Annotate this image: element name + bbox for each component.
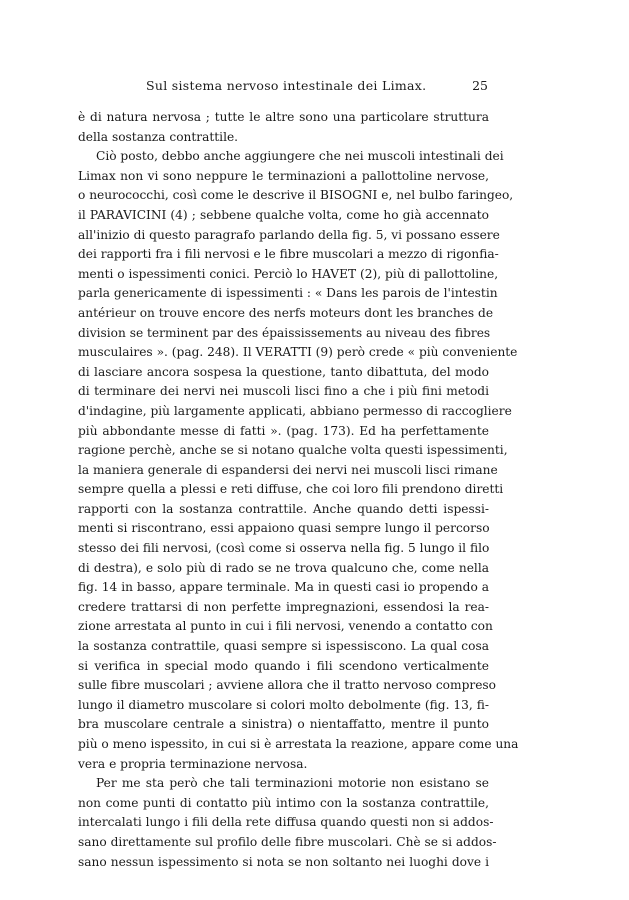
text-line: antérieur on trouve encore des nerfs moteurs dont les branches de [78, 305, 494, 320]
text-line: menti si riscontrano, essi appaiono quasi sempre lungo il percorso [78, 521, 490, 536]
text-line: di lasciare ancora sospesa la questione, tanto dibattuta, del modo [78, 364, 489, 379]
text-line: all'inizio di questo paragrafo parlando della fig. 5, vi possano essere [78, 227, 500, 242]
text-line: stesso dei fili nervosi, (così come si osserva nella fig. 5 lungo il filo [78, 541, 490, 556]
text-line: fig. 14 in basso, appare terminale. Ma in questi casi io propendo a [78, 580, 489, 595]
text-line: division se terminent par des épaississements au niveau des fibres [78, 325, 491, 340]
text-line: zione arrestata al punto in cui i fili nervosi, venendo a contatto con [78, 619, 493, 634]
text-line: di terminare dei nervi nei muscoli lisci fino a che i più fini metodi [78, 384, 489, 399]
page-number: 25 [472, 78, 488, 93]
text-line: la sostanza contrattile, quasi sempre si ispessiscono. La qual cosa [78, 639, 489, 654]
text-line: Per me sta però che tali terminazioni motorie non esistano se [96, 776, 489, 791]
text-line: sempre quella a plessi e reti diffuse, che coi loro fili prendono diretti [78, 482, 504, 497]
text-line: non come punti di contatto più intimo con la sostanza contrattile, [78, 795, 489, 810]
text-line: sano nessun ispessimento si nota se non soltanto nei luoghi dove i [78, 854, 489, 869]
text-line: rapporti con la sostanza contrattile. Anche quando detti ispessi- [78, 501, 489, 516]
text-line: lungo il diametro muscolare si colori molto debolmente (fig. 13, fi- [78, 697, 489, 712]
text-line: Limax non vi sono neppure le terminazioni a pallottoline nervose, [78, 168, 489, 183]
text-line: la maniera generale di espandersi dei nervi nei muscoli lisci rimane [78, 462, 498, 477]
text-line: di destra), e solo più di rado se ne trova qualcuno che, come nella [78, 560, 489, 575]
text-line: il PARAVICINI (4) ; sebbene qualche volta, come ho già accennato [78, 207, 489, 222]
text-line: vera e propria terminazione nervosa. [78, 756, 308, 771]
running-title: Sul sistema nervoso intestinale dei Limax. [146, 78, 427, 93]
text-line: dei rapporti fra i fili nervosi e le fibre muscolari a mezzo di rigonfia- [78, 247, 499, 262]
text-line: bra muscolare centrale a sinistra) o nientaffatto, mentre il punto [78, 717, 489, 732]
text-line: musculaires ». (pag. 248). Il VERATTI (9) però crede « più conveniente [78, 345, 518, 360]
text-line: intercalati lungo i fili della rete diffusa quando questi non si addos- [78, 815, 494, 830]
text-line: o neurococchi, così come le descrive il BISOGNI e, nel bulbo faringeo, [78, 188, 514, 203]
text-line: più abbondante messe di fatti ». (pag. 173). Ed ha perfettamente [78, 423, 489, 438]
text-line: sulle fibre muscolari ; avviene allora che il tratto nervoso compreso [78, 678, 496, 693]
text-line: si verifica in special modo quando i fili scendono verticalmente [78, 658, 489, 673]
text-line: d'indagine, più largamente applicati, abbiano permesso di raccogliere [78, 403, 512, 418]
text-line: parla genericamente di ispessimenti : « Dans les parois de l'intestin [78, 286, 498, 301]
text-line: credere trattarsi di non perfette impregnazioni, essendosi la rea- [78, 599, 489, 614]
text-line: Ciò posto, debbo anche aggiungere che nei muscoli intestinali dei [96, 149, 504, 164]
text-line: sano direttamente sul profilo delle fibre muscolari. Chè se si addos- [78, 834, 497, 849]
text-line: è di natura nervosa ; tutte le altre sono una particolare struttura [78, 110, 489, 124]
text-line: ragione perchè, anche se si notano qualche volta questi ispessimenti, [78, 443, 508, 458]
running-header [78, 78, 488, 96]
text-line: menti o ispessimenti conici. Perciò lo HAVET (2), più di pallottoline, [78, 266, 499, 281]
body-text [78, 108, 519, 872]
text-line: della sostanza contrattile. [78, 129, 239, 144]
text-line: più o meno ispessito, in cui si è arrestata la reazione, appare come una [78, 737, 519, 751]
